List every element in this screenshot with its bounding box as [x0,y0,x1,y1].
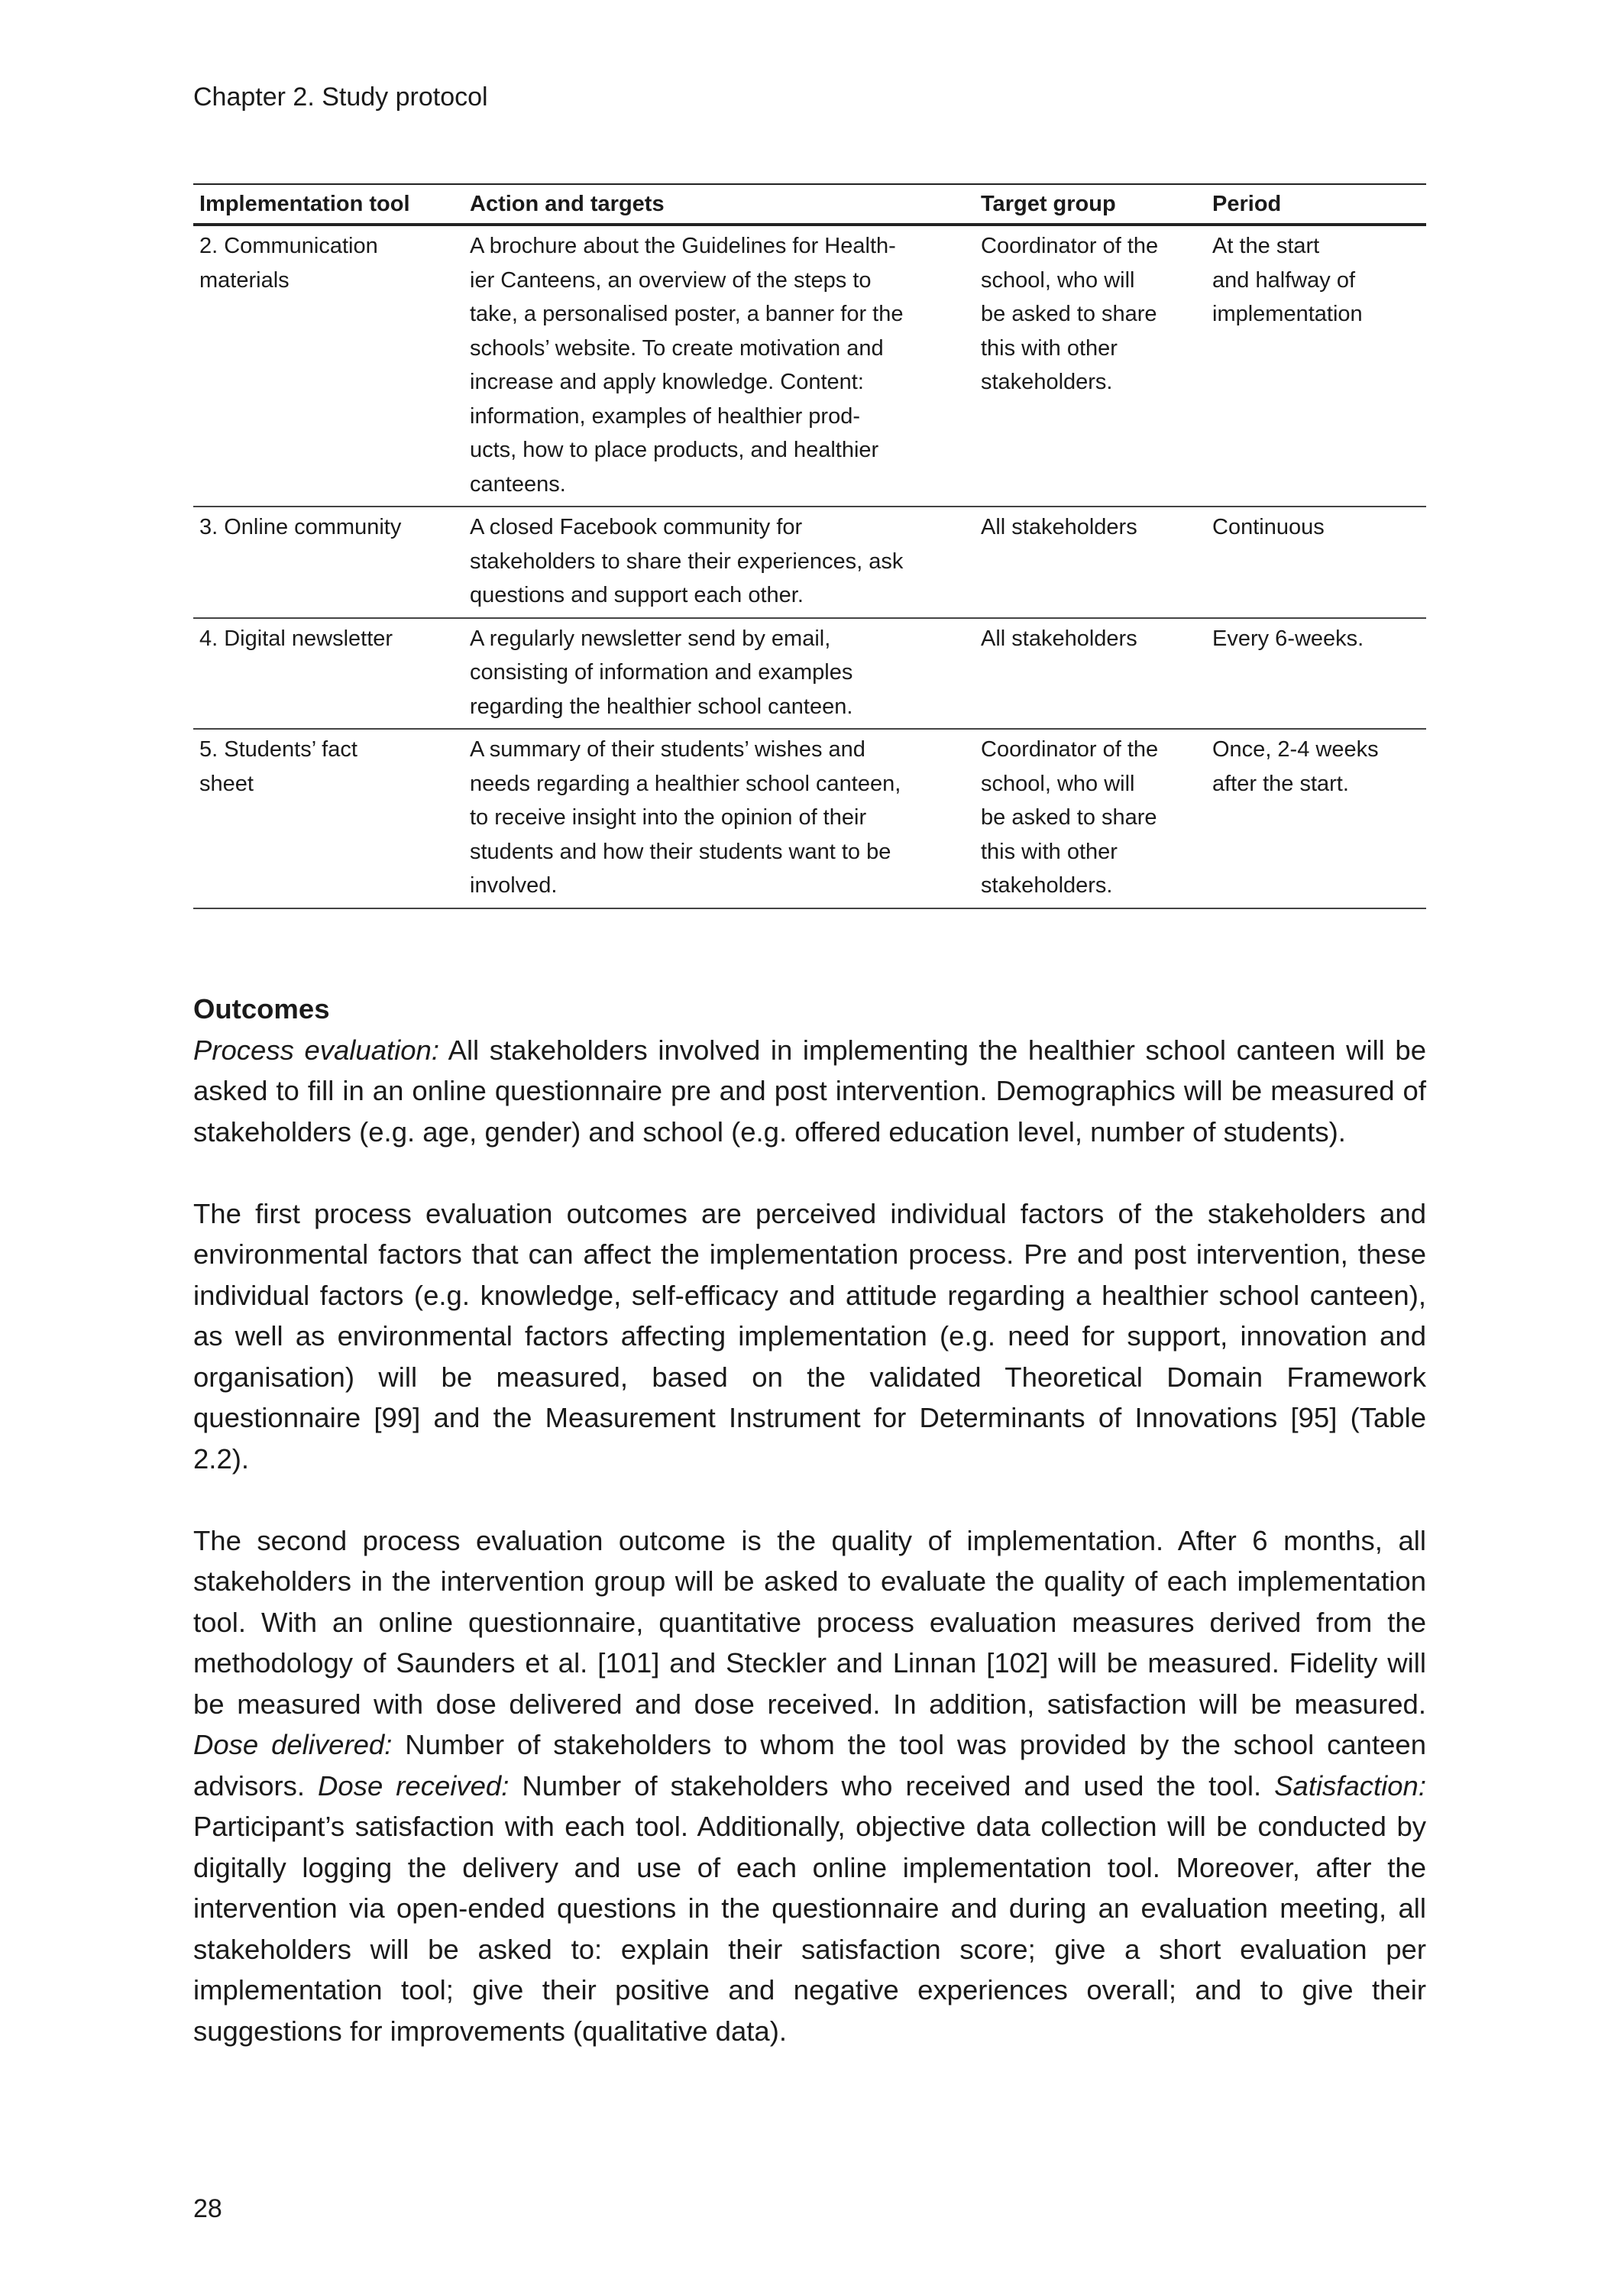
column-header: Implementation tool [199,191,410,216]
column-header: Period [1212,191,1282,216]
text-run: The second process evaluation outcome is the quality of implementation. After 6 months, all stakeholders in the intervention group will be asked to evaluate the quality of each implementation tool. With an online questionnaire, quantitative process evaluation measures derived from the methodology of Saunders et al. [101] and Steckler and Linnan [102] will be measured. Fidelity will be measured with dose delivered and dose received. In addition, satisfaction will be measured. [193,1524,1426,1720]
table-cell [973,729,1205,908]
paragraph [193,1193,1426,1480]
cell-line: Every 6-weeks. [1212,626,1364,651]
italic-term: Dose delivered: [193,1729,393,1760]
italic-term: Dose received: [318,1769,510,1802]
cell-line: school, who will [981,267,1135,293]
text-run: All stakeholders involved in implementing the healthier school canteen will be asked to fill in an online questionnaire pre and post intervention. Demographics will be measured of stakeholders (e.g. age, gender) and school (e.g. offered education level, number of students). [193,1034,1427,1148]
text-run: The first process evaluation outcomes are perceived individual factors of the stakeholders and environmental factors that can affect the implementation process. Pre and post intervention, these individual factors (e.g. knowledge, self-efficacy and attitude regarding a healthier school canteen), as well as environmental factors affecting implementation (e.g. need for support, innovation and organisation) will be measured, based on the validated Theoretical Domain Framework questionnaire [99] and the Measurement Instrument for Determinants of Innovations [95] (Table 2.2). [193,1197,1426,1475]
table-cell [193,729,462,908]
table-cell [973,618,1205,730]
cell-line: A closed Facebook community for [470,515,803,539]
cell-line: 3. Online community [199,515,402,539]
table-cell [462,507,973,618]
table-cell [1205,618,1426,730]
cell-line: and halfway of [1212,267,1356,293]
table-row [193,225,1426,507]
table-cell [1205,729,1426,908]
cell-line: be asked to share [981,302,1157,326]
cell-line: implementation [1212,302,1363,326]
cell-line: consisting of information and examples [470,660,853,685]
cell-line: take, a personalised poster, a banner for the [470,302,904,326]
cell-line: ucts, how to place products, and healthier [470,438,879,462]
cell-line: A summary of their students’ wishes and [470,737,865,762]
column-header: Action and targets [470,191,665,216]
cell-line: materials [199,267,290,293]
paragraph [193,1030,1426,1153]
cell-line: All stakeholders [981,626,1137,651]
cell-line: Continuous [1212,515,1325,539]
cell-line: students and how their students want to be [470,839,891,864]
cell-line: school, who will [981,771,1135,796]
cell-line: 2. Communication [199,234,378,258]
italic-term: Satisfaction: [1274,1769,1426,1802]
running-header [193,83,488,112]
cell-line: A brochure about the Guidelines for Health- [470,234,896,258]
cell-line: stakeholders. [981,370,1113,394]
table-cell [973,507,1205,618]
text-run: Participant’s satisfaction with each tool. Additionally, objective data collection will be conducted by digitally logging the delivery and use of each online implementation tool. Moreover, after the intervention via open-ended questions in the questionnaire and during an evaluation meeting, all stakeholders will be asked to: explain their satisfaction score; give a short evaluation per implementation tool; give their positive and negative experiences overall; and to give their suggestions for improvements (qualitative data). [193,1811,1426,2047]
cell-line: to receive insight into the opinion of their [470,805,867,830]
cell-line: this with other [981,335,1118,361]
table-row [193,507,1426,618]
cell-line: questions and support each other. [470,583,804,607]
table-cell [193,507,462,618]
table-row [193,618,1426,730]
cell-line: ier Canteens, an overview of the steps to [470,267,872,293]
table-cell [193,225,462,507]
cell-line: be asked to share [981,805,1157,830]
table-cell [462,618,973,730]
cell-line: involved. [470,873,558,898]
cell-line: 4. Digital newsletter [199,626,393,651]
outcomes-section [193,989,1426,2051]
cell-line: schools’ website. To create motivation and [470,335,884,361]
cell-line: A regularly newsletter send by email, [470,626,831,651]
table-cell [1205,225,1426,507]
cell-line: sheet [199,771,254,796]
table-cell [1205,507,1426,618]
cell-line: Once, 2-4 weeks [1212,737,1379,762]
cell-line: All stakeholders [981,515,1137,539]
page-number: 28 [193,2194,222,2223]
cell-line: stakeholders. [981,873,1113,898]
text-run: Number of stakeholders who received and used the tool. [509,1769,1275,1802]
cell-line: Coordinator of the [981,234,1159,258]
cell-line: Coordinator of the [981,737,1159,762]
cell-line: 5. Students’ fact [199,737,357,762]
table-cell [973,225,1205,507]
table-header-row [193,184,1426,225]
cell-line: this with other [981,839,1118,864]
cell-line: after the start. [1212,771,1349,796]
section-heading: Outcomes [193,993,330,1025]
implementation-tools-table [193,183,1426,909]
cell-line: regarding the healthier school canteen. [470,694,853,719]
table-row [193,729,1426,908]
cell-line: stakeholders to share their experiences, ask [470,549,904,574]
table-cell [193,618,462,730]
chapter-number: Chapter 2. [193,83,315,112]
table-cell [462,729,973,908]
cell-line: needs regarding a healthier school canteen, [470,771,901,796]
paragraph [193,1520,1426,2052]
cell-line: canteens. [470,471,566,497]
text-run: Number of stakeholders to whom the tool was provided by the school canteen advisors. [193,1729,1426,1802]
column-header: Target group [981,191,1116,216]
cell-line: At the start [1212,234,1320,258]
table-cell [462,225,973,507]
italic-term: Process evaluation: [193,1034,440,1066]
chapter-title: Study protocol [322,83,488,112]
cell-line: information, examples of healthier prod- [470,403,860,429]
cell-line: increase and apply knowledge. Content: [470,370,864,394]
